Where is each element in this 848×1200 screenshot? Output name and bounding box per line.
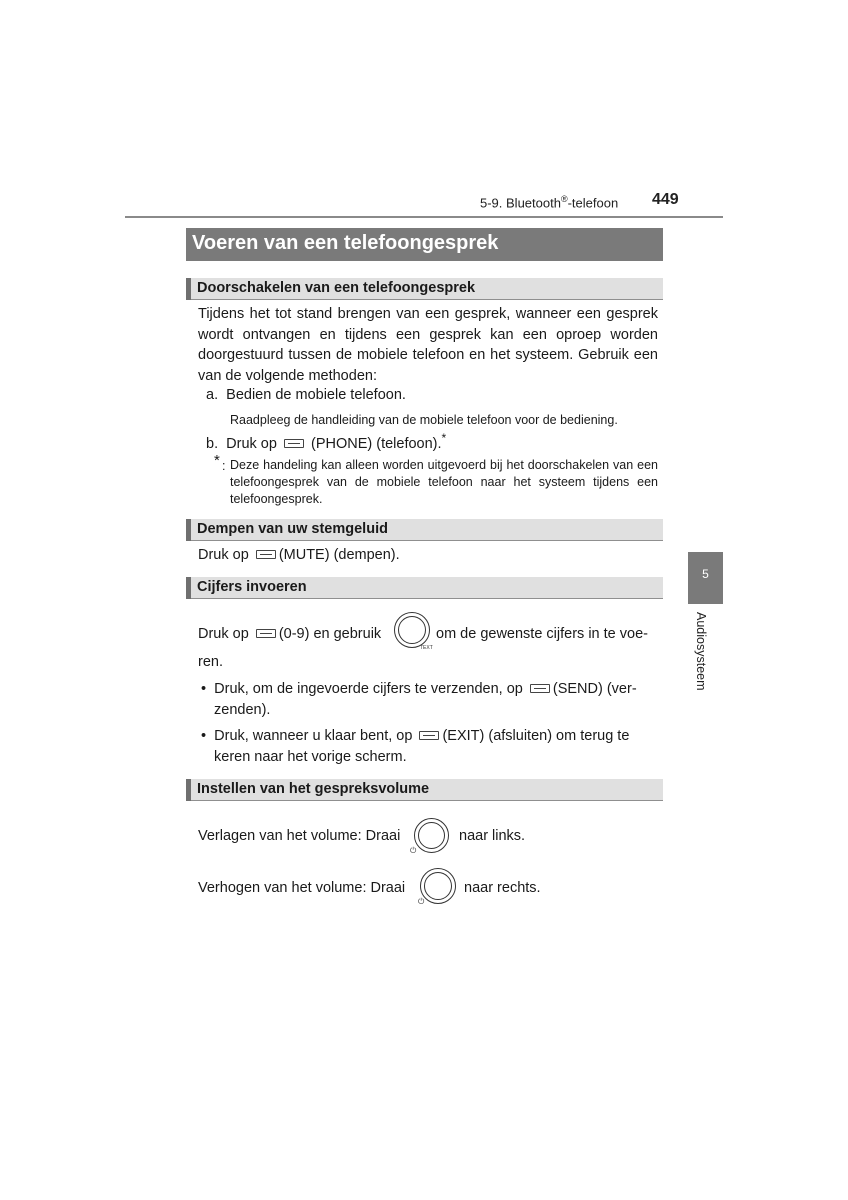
section-heading-transfer: Doorschakelen van een telefoongesprek xyxy=(186,278,663,300)
phone-button-icon xyxy=(284,439,304,448)
send-button-icon xyxy=(530,684,550,693)
bullet-exit-continuation: keren naar het vorige scherm. xyxy=(214,749,407,765)
volume-down-start: Verlagen van het volume: Draai xyxy=(198,828,401,844)
volume-up-start: Verhogen van het volume: Draai xyxy=(198,880,406,896)
knob-text-label: TEXT xyxy=(420,645,433,651)
list-item-b: b. Druk op (PHONE) (telefoon).* xyxy=(206,431,447,452)
footnote-text: Deze handeling kan alleen worden uitgevoerd bij het doorschakelen van een telefoongesprek van de mobiele telefoon naar het systeem tijdens een telefoongesprek. xyxy=(230,458,658,506)
mute-button-icon xyxy=(256,550,276,559)
section-heading-digits: Cijfers invoeren xyxy=(186,577,663,599)
volume-knob-icon xyxy=(414,818,449,853)
mute-instruction: Druk op (MUTE) (dempen). xyxy=(198,547,400,563)
bullet-exit: • Druk, wanneer u klaar bent, op (EXIT) (afsluiten) om terug te xyxy=(201,728,630,744)
digits-instruction-continuation: ren. xyxy=(198,654,223,670)
footnote-colon: : xyxy=(222,459,226,473)
digits-instruction-end: om de gewenste cijfers in te voe- xyxy=(436,626,648,642)
digits-instruction-start: Druk op (0-9) en gebruik xyxy=(198,626,382,642)
bullet-send: • Druk, om de ingevoerde cijfers te verzenden, op (SEND) (ver- xyxy=(201,681,637,697)
volume-down-end: naar links. xyxy=(459,828,526,844)
list-item-a: a. Bedien de mobiele telefoon. xyxy=(206,387,406,403)
header-divider xyxy=(125,216,723,218)
digits-button-icon xyxy=(256,629,276,638)
page-title: Voeren van een telefoongesprek xyxy=(186,228,663,261)
footnote-marker: * xyxy=(214,452,220,469)
chapter-tab: 5 xyxy=(688,552,723,604)
list-item-a-note: Raadpleeg de handleiding van de mobiele telefoon voor de bediening. xyxy=(230,413,618,427)
section-heading-volume: Instellen van het gespreksvolume xyxy=(186,779,663,801)
section-heading-mute: Dempen van uw stemgeluid xyxy=(186,519,663,541)
tune-knob-icon xyxy=(394,612,430,648)
section-header: 5-9. Bluetooth®-telefoon xyxy=(480,194,619,211)
volume-up-end: naar rechts. xyxy=(464,880,541,896)
chapter-label: Audiosysteem xyxy=(694,612,708,691)
exit-button-icon xyxy=(419,731,439,740)
page-number: 449 xyxy=(652,191,679,208)
bullet-send-continuation: zenden). xyxy=(214,702,271,718)
power-icon: ⏻ xyxy=(418,897,425,906)
power-icon: ⏻ xyxy=(410,846,417,855)
volume-knob-icon xyxy=(420,868,456,904)
transfer-intro: Tijdens het tot stand brengen van een gesprek, wanneer een gesprek wordt ontvangen en tijdens een gesprek kan een oproep worden doorgestuurd tussen de mobiele telefoon en het systeem. Gebruik een van de volgende methoden: xyxy=(198,306,658,384)
